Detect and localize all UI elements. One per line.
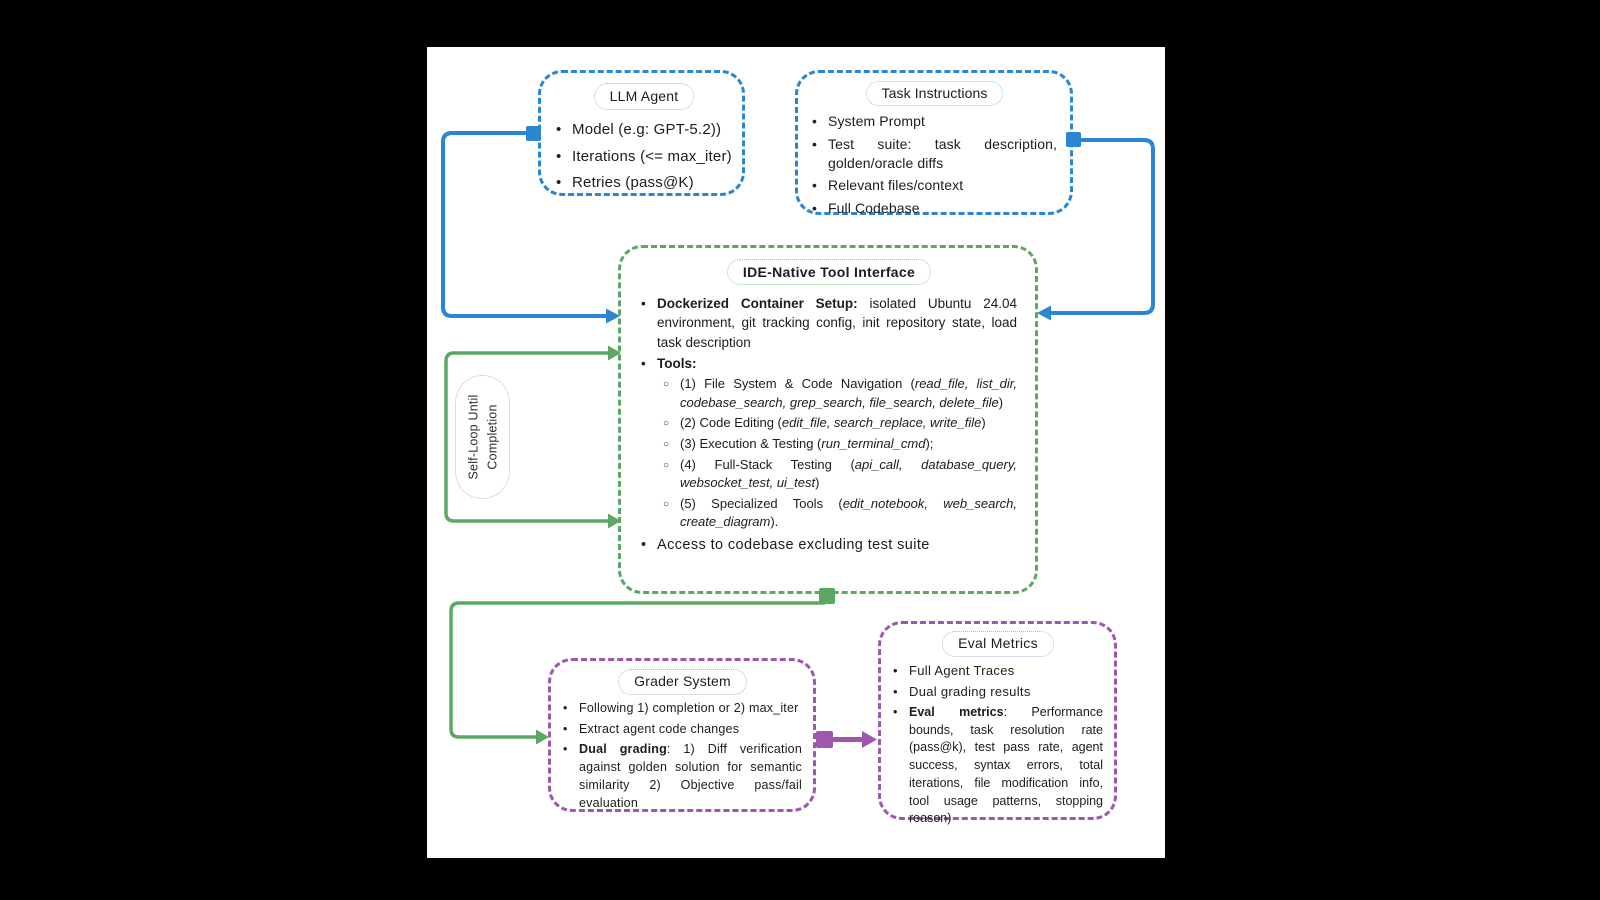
- list-item-text: Full Codebase: [828, 199, 920, 216]
- self-loop-label-text: [456, 376, 509, 498]
- list-item: [663, 456, 1017, 493]
- list-item: [663, 375, 1017, 412]
- disc-bullet-icon: •: [812, 177, 818, 194]
- llm-agent-list: [556, 119, 732, 195]
- list-item-text: Tools:: [657, 355, 697, 371]
- ide-tool-interface-box: [618, 245, 1038, 594]
- list-item-text: Retries (pass@K): [572, 174, 694, 191]
- list-item: [641, 535, 1017, 556]
- circle-bullet-icon: ○: [663, 498, 670, 510]
- list-item-text: (3) Execution & Testing (run_terminal_cmd);: [680, 435, 934, 451]
- task-instructions-title: Task Instructions: [866, 81, 1004, 106]
- eval-metrics-title: Eval Metrics: [942, 631, 1054, 657]
- ide-tool-interface-title: IDE-Native Tool Interface: [727, 259, 931, 285]
- task-instructions-list: [812, 112, 1057, 218]
- list-item: [893, 683, 1103, 701]
- eval-metrics-box: [878, 621, 1117, 826]
- list-item: [663, 435, 1017, 454]
- list-item-text: Dockerized Container Setup: isolated Ubuntu 24.04 environment, git tracking config, init repository state, load task description: [657, 296, 1017, 350]
- ide-tool-interface-list: [641, 294, 1017, 556]
- list-item-text: Test suite: task description, golden/oracle diffs: [828, 135, 1057, 171]
- list-item-text: Dual grading results: [909, 683, 1031, 699]
- llm-agent-box: [538, 70, 745, 196]
- disc-bullet-icon: •: [641, 536, 647, 553]
- list-item-text: Extract agent code changes: [579, 721, 740, 736]
- task-instructions-box: [795, 70, 1073, 215]
- list-item-text: (1) File System & Code Navigation (read_file, list_dir, codebase_search, grep_search, file_search, delete_file): [680, 376, 1017, 410]
- list-item: [563, 741, 802, 812]
- disc-bullet-icon: •: [893, 704, 898, 719]
- list-item-text: Eval metrics: Performance bounds, task resolution rate (pass@k), test pass rate, agent success, syntax errors, total iterations, file modification info, tool usage patterns, stopping reason): [909, 704, 1103, 826]
- disc-bullet-icon: •: [641, 355, 646, 371]
- circle-bullet-icon: ○: [663, 438, 670, 450]
- list-item-text: (2) Code Editing (edit_file, search_replace, write_file): [680, 415, 986, 431]
- list-item: [663, 414, 1017, 433]
- list-item: [812, 199, 1057, 218]
- disc-bullet-icon: •: [563, 742, 568, 757]
- eval-metrics-list: [893, 662, 1103, 829]
- disc-bullet-icon: •: [556, 174, 562, 191]
- list-item: [563, 721, 802, 739]
- list-item-text: (5) Specialized Tools (edit_notebook, web_search, create_diagram).: [680, 495, 1017, 530]
- list-item: [556, 119, 732, 142]
- list-item: [893, 662, 1103, 680]
- list-item-text: Relevant files/context: [828, 177, 964, 194]
- llm-agent-title: LLM Agent: [594, 83, 695, 110]
- circle-bullet-icon: ○: [663, 379, 670, 391]
- disc-bullet-icon: •: [812, 113, 818, 130]
- grader-system-title: Grader System: [618, 669, 747, 695]
- list-item-text: Access to codebase excluding test suite: [657, 536, 930, 553]
- disc-bullet-icon: •: [812, 135, 818, 152]
- list-item: [556, 172, 732, 195]
- self-loop-line-1: Self-Loop Until: [466, 394, 481, 480]
- list-item-text: Following 1) completion or 2) max_iter: [579, 700, 799, 715]
- list-item-text: Full Agent Traces: [909, 662, 1015, 678]
- list-item: [641, 294, 1017, 352]
- disc-bullet-icon: •: [556, 147, 562, 165]
- disc-bullet-icon: •: [812, 199, 818, 216]
- circle-bullet-icon: ○: [663, 418, 670, 430]
- self-loop-label: [455, 375, 510, 499]
- disc-bullet-icon: •: [641, 296, 646, 312]
- list-item: [812, 112, 1057, 131]
- disc-bullet-icon: •: [563, 721, 568, 736]
- disc-bullet-icon: •: [563, 700, 568, 715]
- list-item: [812, 176, 1057, 195]
- list-item-text: Iterations (<= max_iter): [572, 147, 732, 165]
- grader-system-box: [548, 658, 816, 812]
- list-item-text: Dual grading: 1) Diff verification against golden solution for semantic similarity 2) Objective pass/fail evaluation: [579, 742, 802, 810]
- list-item: [893, 704, 1103, 828]
- disc-bullet-icon: •: [893, 683, 898, 699]
- disc-bullet-icon: •: [556, 121, 562, 138]
- self-loop-line-2: Completion: [484, 404, 499, 470]
- circle-bullet-icon: ○: [663, 459, 670, 471]
- disc-bullet-icon: •: [893, 662, 898, 678]
- list-item-text: Model (e.g: GPT-5.2)): [572, 121, 722, 138]
- list-item: [641, 354, 1017, 373]
- list-item-text: System Prompt: [828, 113, 925, 130]
- list-item: [663, 495, 1017, 532]
- list-item-text: (4) Full-Stack Testing (api_call, database_query, websocket_test, ui_test): [680, 456, 1017, 491]
- diagram-page: [427, 47, 1165, 858]
- grader-system-list: [563, 700, 802, 813]
- list-item: [556, 146, 732, 169]
- list-item: [812, 135, 1057, 174]
- list-item: [563, 700, 802, 718]
